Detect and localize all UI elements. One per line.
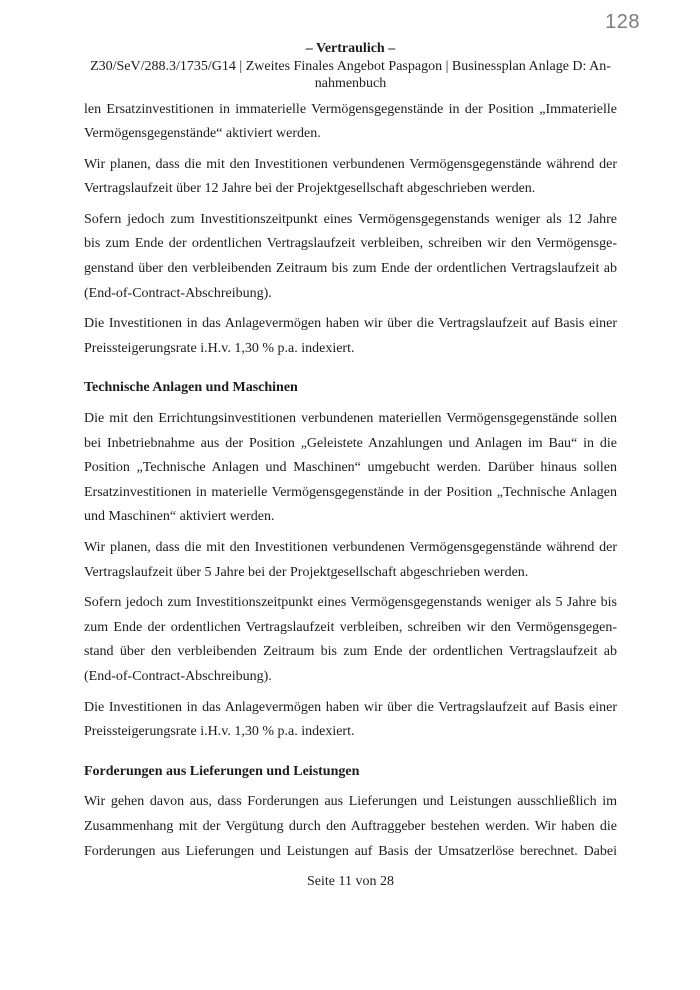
text-line: Die Investitionen in das Anlagevermögen haben wir über die Vertragslaufzeit auf Basis einer [84, 316, 617, 332]
text-line: stand über den verbleibenden Zeitraum bis zum Ende der ordentlichen Vertragslaufzeit ab [84, 644, 617, 660]
paragraph [84, 407, 617, 530]
section-heading: Forderungen aus Lieferungen und Leistungen [84, 763, 360, 779]
paragraph [84, 312, 617, 361]
text-line: Forderungen aus Lieferungen und Leistungen auf Basis der Umsatzerlöse berechnet. Dabei [84, 843, 617, 859]
paragraph [84, 208, 617, 306]
text-line: zum Ende der ordentlichen Vertragslaufzeit verbleiben, schreiben wir den Vermögensgegen- [84, 619, 617, 635]
page-footer: Seite 11 von 28 [307, 874, 394, 890]
text-line: Die Investitionen in das Anlagevermögen haben wir über die Vertragslaufzeit auf Basis einer [84, 699, 617, 715]
paragraph [84, 153, 617, 202]
text-line: Preissteigerungsrate i.H.v. 1,30 % p.a. indexiert. [84, 724, 355, 740]
text-line: Position „Technische Anlagen und Maschinen“ umgebucht werden. Darüber hinaus sollen [84, 460, 617, 476]
page-content [84, 0, 617, 895]
text-line: Sofern jedoch zum Investitionszeitpunkt eines Vermögensgegenstands weniger als 5 Jahre bis [84, 595, 617, 611]
paragraph [84, 98, 617, 147]
text-line: Wir planen, dass die mit den Investitionen verbundenen Vermögensgegenstände während der [84, 540, 617, 555]
text-line: Sofern jedoch zum Investitionszeitpunkt eines Vermögensgegenstands weniger als 12 Jahre [84, 211, 617, 227]
text-line: Preissteigerungsrate i.H.v. 1,30 % p.a. indexiert. [84, 340, 355, 356]
section-heading: Technische Anlagen und Maschinen [84, 380, 298, 396]
text-line: Die mit den Errichtungsinvestitionen verbundenen materiellen Vermögensgegenstände sollen [84, 411, 617, 427]
paragraph [84, 591, 617, 689]
text-line: bei Inbetriebnahme aus der Position „Geleistete Anzahlungen und Anlagen im Bau“ in die [84, 435, 617, 451]
text-line: Wir gehen davon aus, dass Forderungen aus Lieferungen und Leistungen ausschließlich im [84, 794, 617, 810]
text-line: bis zum Ende der ordentlichen Vertragslaufzeit verbleiben, schreiben wir den Vermögensge- [84, 236, 617, 252]
text-line: Vermögensgegenstände“ aktiviert werden. [84, 126, 321, 142]
document-body [84, 98, 617, 865]
text-line: len Ersatzinvestitionen in immaterielle Vermögensgegenstände in der Position „Immaterielle [84, 101, 617, 117]
text-line: (End-of-Contract-Abschreibung). [84, 668, 272, 684]
text-line: und Maschinen“ aktiviert werden. [84, 509, 275, 525]
text-line: (End-of-Contract-Abschreibung). [84, 285, 272, 301]
paragraph [84, 790, 617, 864]
text-line: Ersatzinvestitionen in materielle Vermögensgegenstände in der Position „Technische Anlagen [84, 484, 617, 500]
text-line: Vertragslaufzeit über 5 Jahre bei der Projektgesellschaft abgeschrieben werden. [84, 564, 529, 580]
text-line: Vertragslaufzeit über 12 Jahre bei der Projektgesellschaft abgeschrieben werden. [84, 181, 536, 197]
text-line: genstand über den verbleibenden Zeitraum bis zum Ende der ordentlichen Vertragslaufzeit ab [84, 261, 617, 277]
text-line: Wir planen, dass die mit den Investitionen verbundenen Vermögensgegenstände während der [84, 156, 617, 172]
document-header [84, 0, 617, 93]
confidential-marking: – Vertraulich – [305, 41, 396, 56]
paragraph [84, 696, 617, 745]
text-line: Zusammenhang mit der Vergütung durch den Auftraggeber bestehen werden. Wir haben die [84, 818, 617, 834]
reference-line-2: nahmenbuch [314, 76, 387, 91]
page-number: 128 [605, 11, 640, 33]
reference-line-1: Z30/SeV/288.3/1735/G14 | Zweites Finales Angebot Paspagon | Businessplan Anlage D: An- [90, 58, 611, 74]
paragraph [84, 536, 617, 585]
